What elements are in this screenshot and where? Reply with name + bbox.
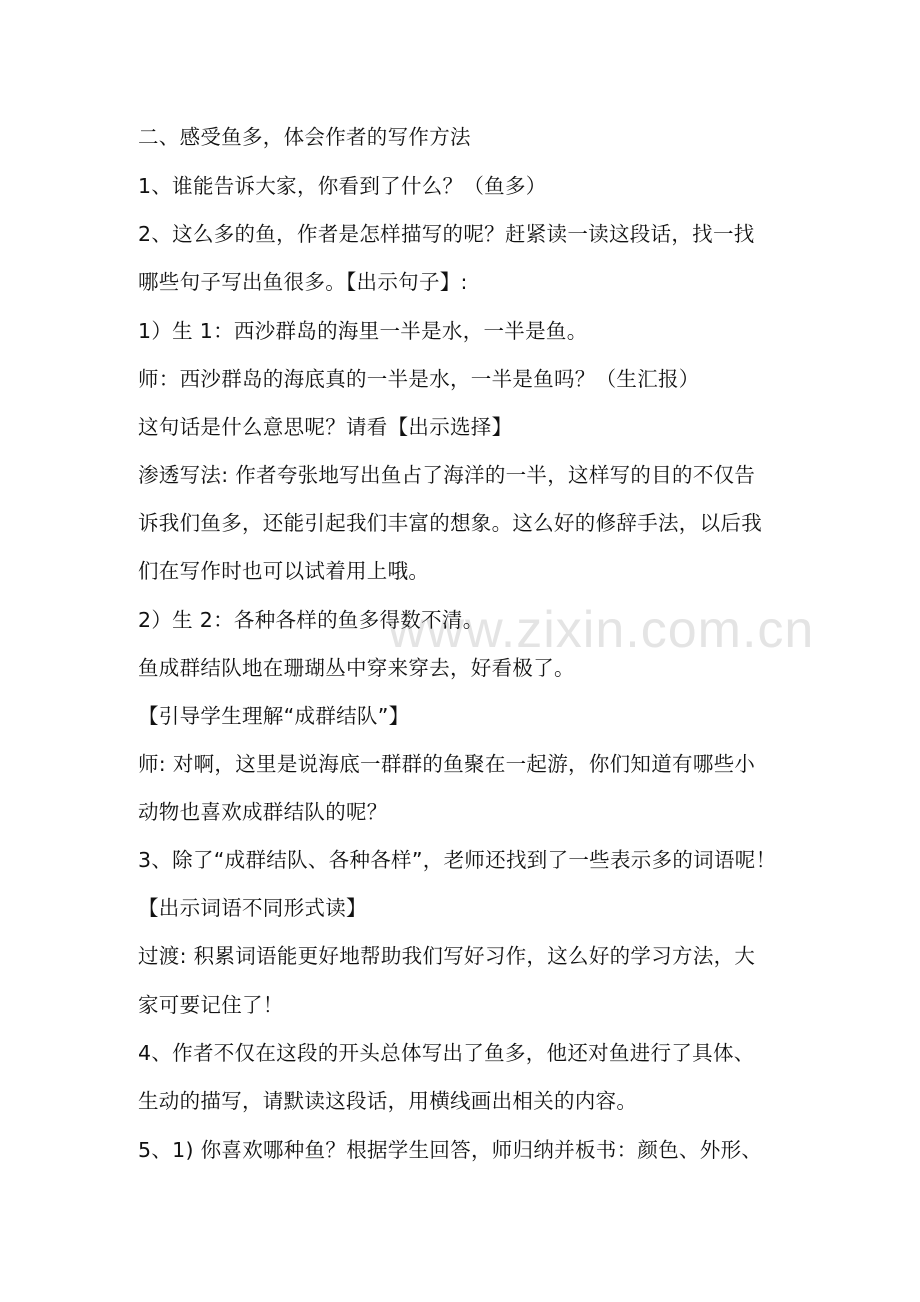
watermark: www.zixin.com.cn bbox=[388, 601, 815, 659]
paragraph-line: 5、1) 你喜欢哪种鱼？根据学生回答，师归纳并板书：颜色、外形、 bbox=[138, 1138, 763, 1162]
paragraph-line: 们在写作时也可以试着用上哦。 bbox=[138, 559, 430, 583]
paragraph-line: 哪些句子写出鱼很多。【出示句子】: bbox=[138, 270, 468, 294]
paragraph-line: 师：西沙群岛的海底真的一半是水，一半是鱼吗？（生汇报） bbox=[138, 367, 700, 391]
paragraph-line: 师: 对啊，这里是说海底一群群的鱼聚在一起游，你们知道有哪些小 bbox=[138, 752, 756, 776]
paragraph-line: 生动的描写，请默读这段话，用横线画出相关的内容。 bbox=[138, 1089, 638, 1113]
paragraph-line: 1）生 1：西沙群岛的海里一半是水，一半是鱼。 bbox=[138, 319, 588, 343]
paragraph-line: 2、这么多的鱼，作者是怎样描写的呢？赶紧读一读这段话，找一找 bbox=[138, 222, 755, 246]
paragraph-line: 这句话是什么意思呢？请看【出示选择】 bbox=[138, 415, 513, 439]
paragraph-line: 【引导学生理解“成群结队”】 bbox=[138, 704, 410, 728]
paragraph-line: 动物也喜欢成群结队的呢？ bbox=[138, 800, 388, 824]
paragraph-line: 【出示词语不同形式读】 bbox=[138, 896, 367, 920]
paragraph-line: 鱼成群结队地在珊瑚丛中穿来穿去，好看极了。 bbox=[138, 656, 575, 680]
paragraph-line: 诉我们鱼多，还能引起我们丰富的想象。这么好的修辞手法，以后我 bbox=[138, 511, 762, 535]
section-heading: 二、感受鱼多，体会作者的写作方法 bbox=[138, 125, 471, 149]
paragraph-line: 过渡: 积累词语能更好地帮助我们写好习作，这么好的学习方法，大 bbox=[138, 944, 756, 968]
paragraph-line: 4、作者不仅在这段的开头总体写出了鱼多，他还对鱼进行了具体、 bbox=[138, 1041, 755, 1065]
paragraph-line: 渗透写法: 作者夸张地写出鱼占了海洋的一半，这样写的目的不仅告 bbox=[138, 463, 756, 487]
paragraph-line: 1、谁能告诉大家，你看到了什么？（鱼多） bbox=[138, 174, 547, 198]
paragraph-line: 3、除了“成群结队、各种各样”，老师还找到了一些表示多的词语呢！ bbox=[138, 848, 777, 872]
paragraph-line: 家可要记住了！ bbox=[138, 993, 284, 1017]
paragraph-line: 2）生 2：各种各样的鱼多得数不清。 bbox=[138, 608, 484, 632]
